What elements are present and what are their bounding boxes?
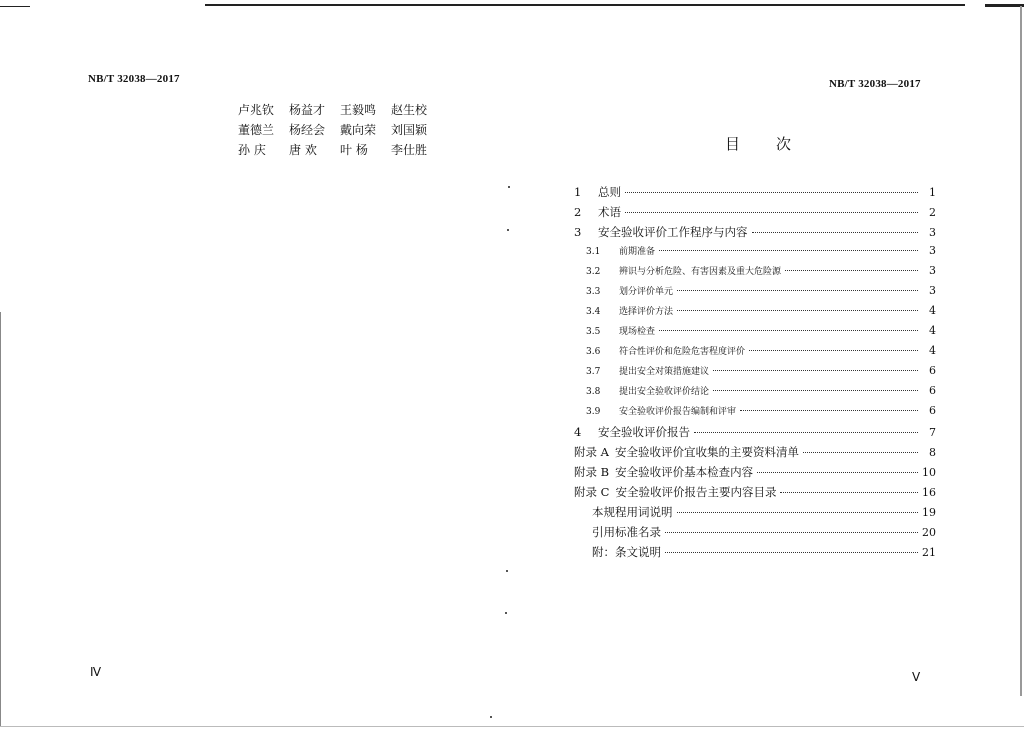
toc-entry-number: 3.2: [586, 267, 601, 277]
toc-entry-page: 10: [922, 466, 936, 479]
toc-entry[interactable]: [574, 484, 936, 504]
toc-leader-dots: [665, 552, 918, 553]
toc-entry[interactable]: [574, 524, 936, 544]
toc-entry-number: 3.4: [586, 307, 601, 317]
drafters-row: [238, 100, 442, 120]
scan-edge-top-left: [0, 6, 30, 7]
toc-leader-dots: [677, 290, 918, 291]
drafter-name: 杨经会: [289, 123, 326, 137]
toc-leader-dots: [659, 330, 918, 331]
toc-entry-page: 4: [929, 324, 936, 337]
toc-entry[interactable]: [574, 304, 936, 324]
scan-edge-left: [0, 312, 1, 727]
toc-entry-number: 3.7: [586, 367, 601, 377]
toc-leader-dots: [677, 512, 919, 513]
toc-entry[interactable]: [574, 504, 936, 524]
toc-entry[interactable]: [574, 344, 936, 364]
drafter-name: 王毅鸣: [340, 103, 377, 117]
toc-entry-title: 安全验收评价工作程序与内容: [598, 225, 748, 239]
scan-edge-bottom: [0, 726, 1024, 727]
toc-entry-title: 划分评价单元: [619, 287, 674, 297]
toc-leader-dots: [803, 452, 918, 453]
toc-entry-page: 6: [929, 364, 936, 377]
toc-entry-number: 3.3: [586, 287, 601, 297]
toc-entry-title: 术语: [598, 205, 621, 219]
toc-entry-number: 4: [574, 425, 582, 439]
toc-entry-page: 19: [922, 506, 936, 519]
drafter-name: 卢兆钦: [238, 103, 275, 117]
drafter-name: 孙 庆: [238, 143, 266, 157]
toc-leader-dots: [713, 370, 918, 371]
toc-entry-page: 6: [929, 384, 936, 397]
toc-entry-title: 安全验收评价基本检查内容: [615, 465, 754, 479]
toc-entry-title: 提出安全对策措施建议: [619, 367, 710, 377]
toc-entry[interactable]: [574, 444, 936, 464]
scan-edge-top: [205, 4, 965, 6]
drafter-name: 叶 杨: [340, 143, 368, 157]
toc-entry-title: 符合性评价和危险危害程度评价: [619, 347, 746, 357]
toc-entry-number: 2: [574, 205, 582, 219]
toc-entry-title: 提出安全验收评价结论: [619, 387, 710, 397]
drafter-name: 杨益才: [289, 103, 326, 117]
toc-leader-dots: [625, 212, 918, 213]
toc-entry-page: 20: [922, 526, 936, 539]
toc-entry[interactable]: [574, 464, 936, 484]
drafter-name: 唐 欢: [289, 143, 317, 157]
toc-entry[interactable]: [574, 424, 936, 444]
toc-entry[interactable]: [574, 204, 936, 224]
toc-entry-title: 辨识与分析危险、有害因素及重大危险源: [619, 267, 782, 277]
toc-entry-number: 附录 B: [574, 465, 610, 479]
toc-entry-page: 6: [929, 404, 936, 417]
toc-entry[interactable]: [574, 244, 936, 264]
toc-leader-dots: [659, 250, 918, 251]
table-of-contents: [574, 184, 936, 564]
drafters-list: [238, 100, 442, 160]
toc-entry-title: 现场检查: [619, 327, 656, 337]
toc-entry-page: 2: [929, 206, 936, 219]
speck: [508, 186, 510, 188]
scan-edge-right: [1020, 6, 1022, 696]
left-standard-number: NB/T 32038—2017: [88, 73, 180, 85]
toc-entry-page: 21: [922, 546, 936, 559]
toc-leader-dots: [665, 532, 918, 533]
drafter-name: 李仕胜: [391, 143, 428, 157]
toc-entry-title: 安全验收评价报告主要内容目录: [615, 485, 777, 499]
drafter-name: 刘国颖: [391, 123, 428, 137]
toc-entry-number: 3: [574, 225, 582, 239]
speck: [505, 612, 507, 614]
toc-entry-number: 3.6: [586, 347, 601, 357]
toc-entry-page: 7: [929, 426, 936, 439]
toc-leader-dots: [752, 232, 919, 233]
toc-entry[interactable]: [574, 264, 936, 284]
toc-entry-page: 3: [929, 284, 936, 297]
left-page-number: Ⅳ: [90, 665, 102, 679]
toc-entry[interactable]: [574, 544, 936, 564]
drafter-name: 赵生校: [391, 103, 428, 117]
toc-entry-page: 3: [929, 226, 936, 239]
toc-entry-number: 附录 C: [574, 485, 610, 499]
toc-leader-dots: [749, 350, 918, 351]
toc-entry-title: 安全验收评价宜收集的主要资料清单: [614, 445, 799, 459]
toc-entry-number: 3.8: [586, 387, 601, 397]
toc-entry-title: 选择评价方法: [619, 307, 674, 317]
toc-title: 目次: [725, 135, 828, 153]
toc-entry-title: 安全验收评价报告编制和评审: [619, 407, 737, 417]
right-page-number: Ⅴ: [912, 670, 921, 684]
toc-entry-page: 3: [929, 244, 936, 257]
toc-entry[interactable]: [574, 324, 936, 344]
toc-entry[interactable]: [574, 284, 936, 304]
toc-entry-page: 4: [929, 344, 936, 357]
toc-entry-number: 3.9: [586, 407, 601, 417]
drafter-name: 董德兰: [238, 123, 275, 137]
toc-entry-number: 1: [574, 185, 582, 199]
speck: [507, 229, 509, 231]
toc-leader-dots: [713, 390, 918, 391]
toc-entry-number: 3.5: [586, 327, 601, 337]
toc-entry-title: 安全验收评价报告: [598, 425, 690, 439]
scan-edge-top-right: [985, 4, 1024, 7]
toc-entry-title: 附：条文说明: [592, 545, 661, 559]
drafters-row: [238, 120, 442, 140]
toc-entry-number: 3.1: [586, 247, 601, 257]
toc-entry[interactable]: [574, 364, 936, 384]
drafter-name: 戴向荣: [340, 123, 377, 137]
toc-leader-dots: [694, 432, 918, 433]
speck: [506, 570, 508, 572]
drafters-row: [238, 140, 442, 160]
toc-entry[interactable]: [574, 404, 936, 424]
toc-entry-title: 引用标准名录: [592, 525, 661, 539]
toc-entry-title: 本规程用词说明: [592, 505, 673, 519]
speck: [490, 716, 492, 718]
toc-leader-dots: [757, 472, 918, 473]
right-standard-number: NB/T 32038—2017: [829, 78, 921, 90]
toc-entry-page: 16: [922, 486, 936, 499]
toc-entry-page: 8: [929, 446, 936, 459]
toc-leader-dots: [785, 270, 918, 271]
toc-entry[interactable]: [574, 384, 936, 404]
toc-entry-number: 附录 A: [574, 445, 609, 459]
toc-entry[interactable]: [574, 184, 936, 204]
toc-entry-page: 4: [929, 304, 936, 317]
toc-entry-page: 3: [929, 264, 936, 277]
toc-entry[interactable]: [574, 224, 936, 244]
toc-leader-dots: [677, 310, 918, 311]
toc-leader-dots: [625, 192, 918, 193]
toc-entry-title: 前期准备: [619, 247, 656, 257]
toc-entry-page: 1: [929, 186, 936, 199]
toc-leader-dots: [780, 492, 918, 493]
toc-leader-dots: [740, 410, 918, 411]
toc-entry-title: 总则: [598, 185, 621, 199]
